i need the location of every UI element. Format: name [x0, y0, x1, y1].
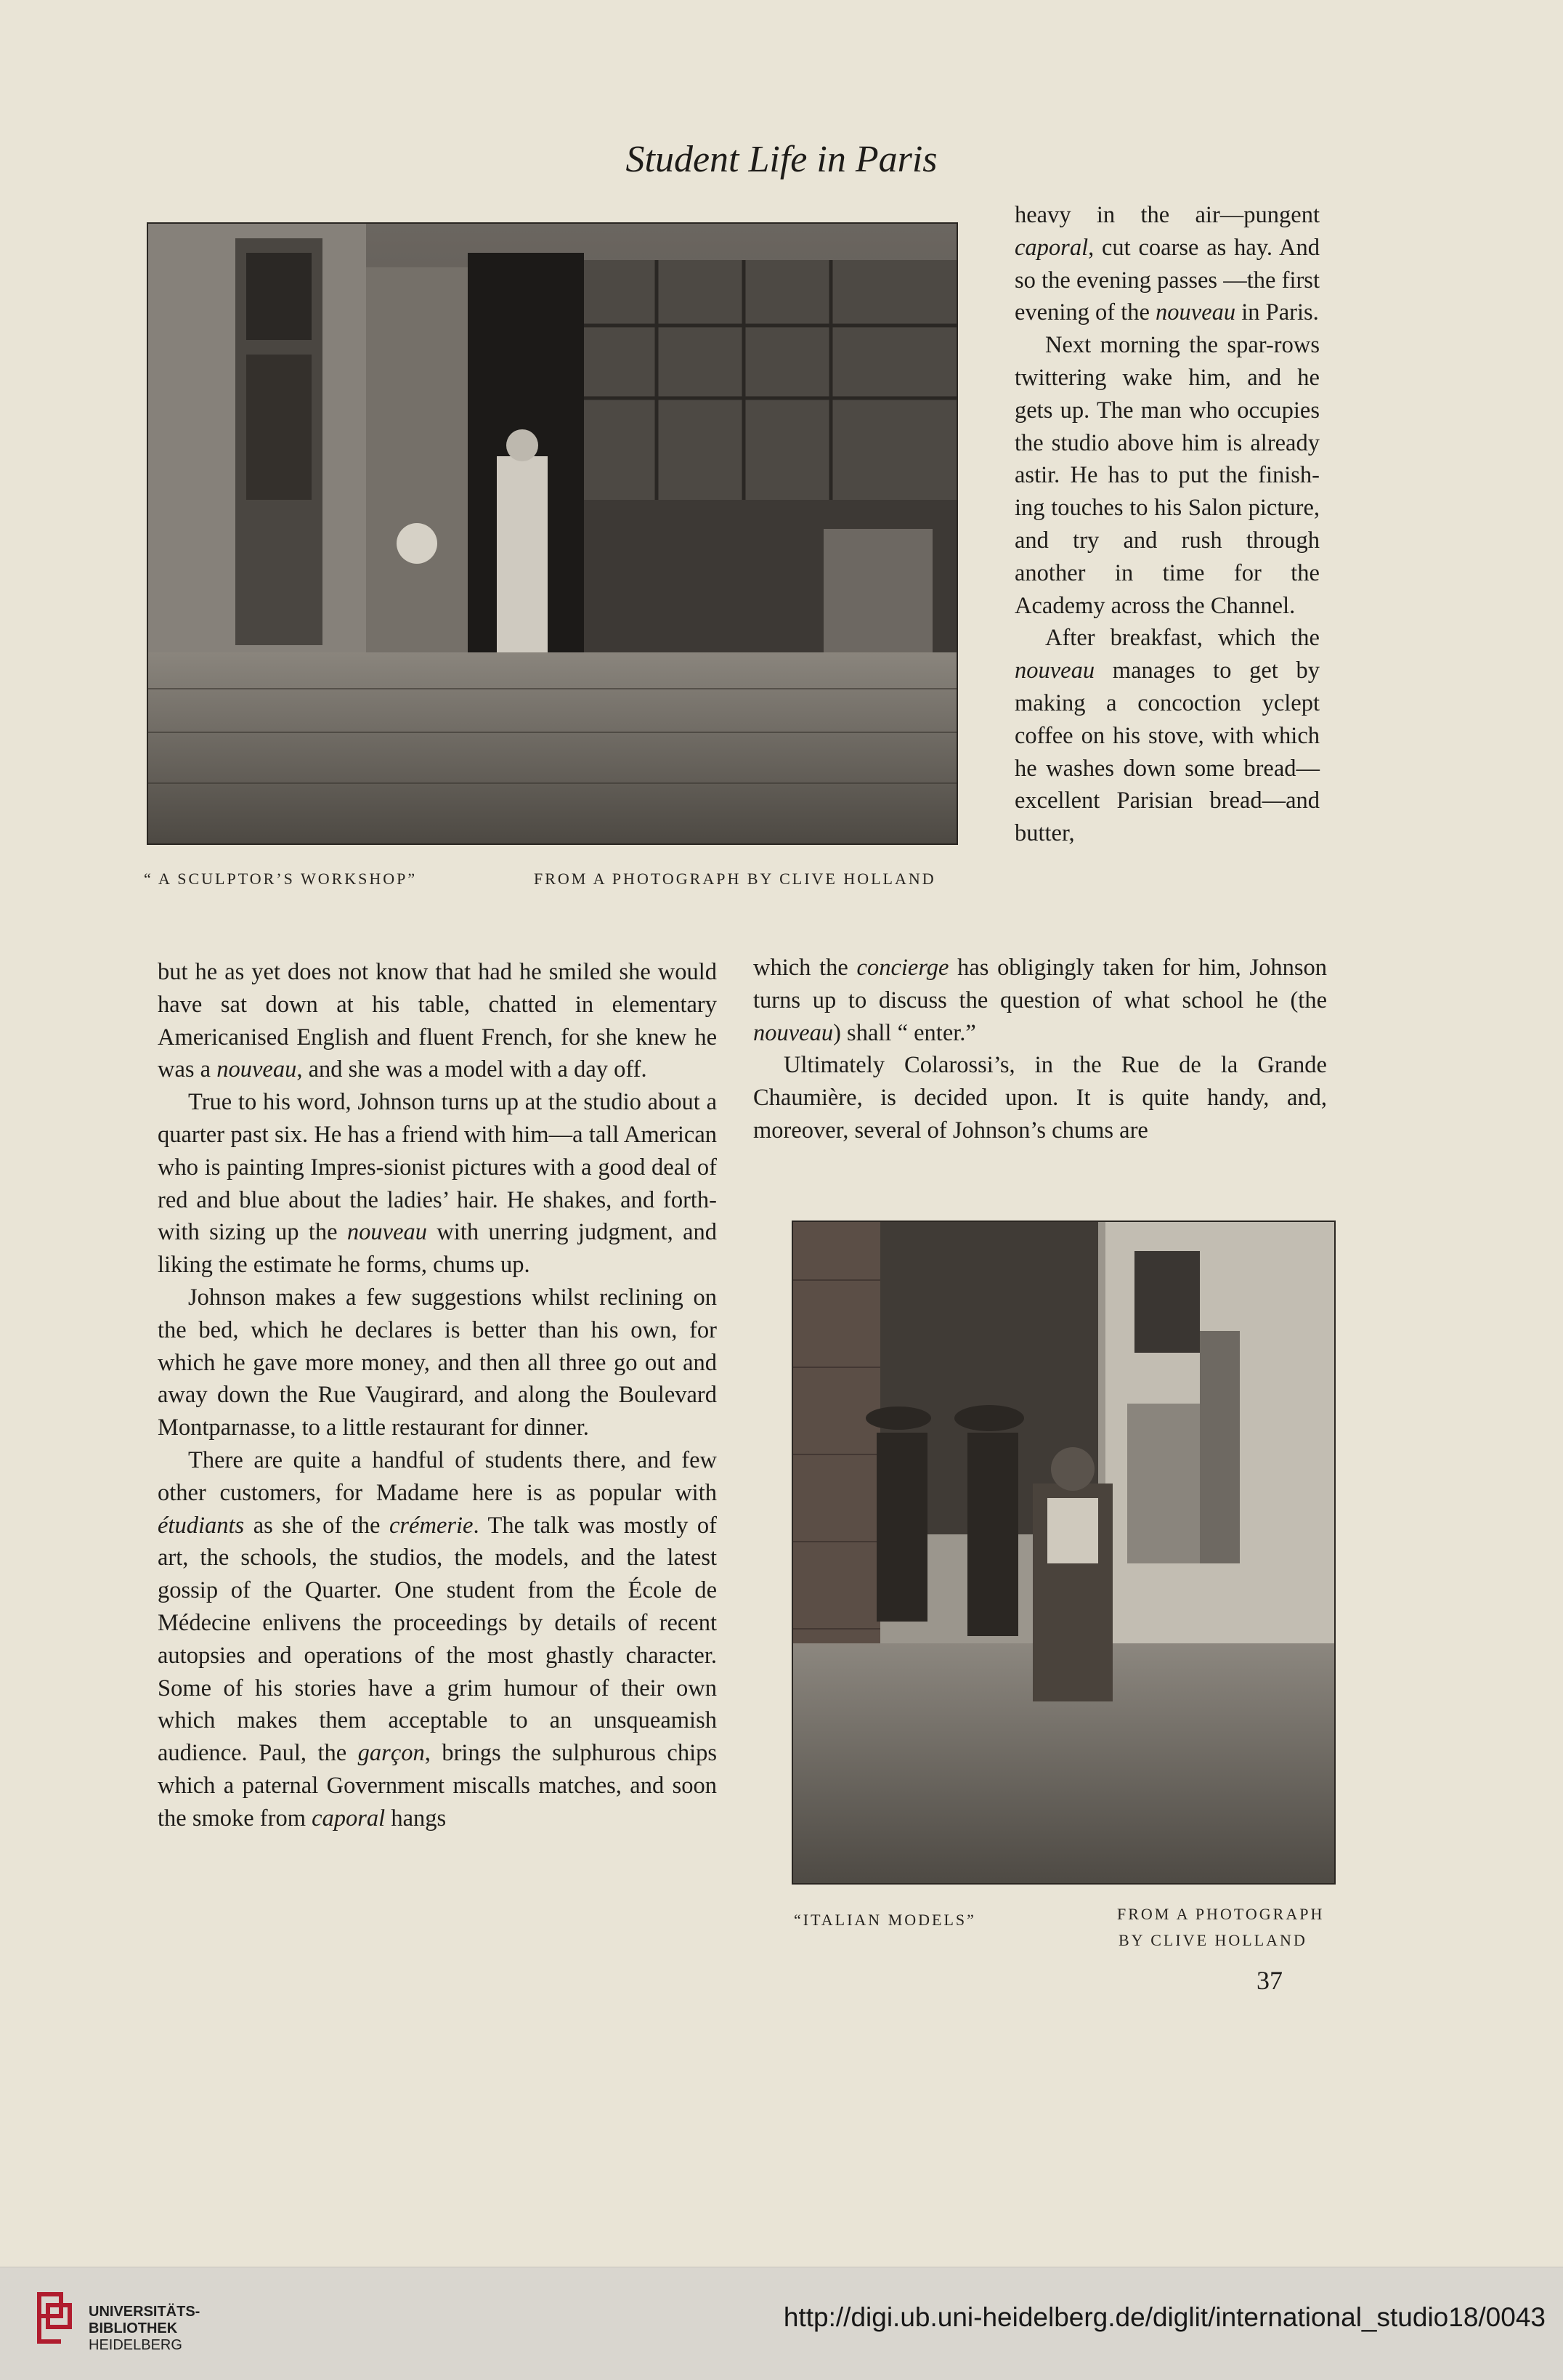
caption-italian-models: “ITALIAN MODELS” — [794, 1911, 976, 1929]
text-run: but he as yet does not know that had he smiled she would have sat down at his table, chatted in elementary Americanised English and fluent French, for she knew he was a — [158, 959, 717, 1083]
library-logo-icon[interactable] — [32, 2283, 80, 2350]
italic-term: caporal — [1015, 234, 1089, 261]
source-url[interactable]: http://digi.ub.uni-heidelberg.de/diglit/international_studio18/0043 — [783, 2302, 1546, 2332]
italic-term: nouveau — [346, 1219, 428, 1246]
right-column-top — [1015, 199, 1320, 850]
text-run: After breakfast, which the — [1045, 625, 1320, 652]
photo-sculptors-workshop — [147, 222, 958, 845]
text-run: manages to get by making a concoction yclept coffee on his stove, with which he washes down some bread—excellent Parisian bread—and butter, — [1015, 657, 1320, 847]
text-run: , and she was a model with a day off. — [296, 1056, 647, 1083]
running-head: Student Life in Paris — [625, 139, 938, 180]
text-run: , brings the sulphurous chips which a paternal Government miscalls matches, and soon the smoke from — [158, 1740, 717, 1831]
italic-term: crémerie — [389, 1512, 474, 1539]
italic-term: nouveau — [753, 1019, 834, 1046]
text-run: , cut coarse as hay. And so the evening passes —the first evening of the — [1015, 234, 1320, 326]
workshop-photo-drawing — [148, 224, 957, 843]
text-run: True to his word, Johnson turns up at the studio about a quarter past six. He has a friend with him—a tall American who is painting Impres-sionist pictures with a good deal of red and blue about the ladies’ hair. He shakes, and forth-with sizing up the — [158, 1089, 717, 1246]
credit-italian-models-line1: FROM A PHOTOGRAPH — [1117, 1905, 1325, 1923]
text-run: heavy in the air—pungent — [1015, 202, 1320, 228]
text-run: with unerring judgment, and liking the estimate he forms, chums up. — [158, 1219, 717, 1279]
library-name-line: UNIVERSITÄTS- — [89, 2304, 200, 2320]
paragraph: Next morning the spar-rows twittering wake him, and he gets up. The man who occupies the studio above him is already astir. He has to put the finish-ing touches to his Salon picture, and try and rush through another in time for the Academy across the Channel. — [1015, 332, 1320, 619]
library-name-line: BIBLIOTHEK — [89, 2320, 178, 2336]
library-name — [89, 2304, 200, 2354]
page-number: 37 — [1257, 1966, 1283, 1995]
text-run: as she of the — [244, 1512, 381, 1539]
caption-sculptors-workshop: “ A SCULPTOR’S WORKSHOP” — [144, 870, 418, 888]
text-run: There are quite a handful of students there, and few other customers, for Madame here is as popular with — [158, 1446, 717, 1506]
right-column-middle — [753, 952, 1327, 1147]
left-column — [158, 956, 717, 1835]
italic-term: nouveau — [216, 1056, 297, 1083]
italic-term: concierge — [856, 955, 949, 981]
credit-italian-models-line2: BY CLIVE HOLLAND — [1119, 1931, 1307, 1949]
text-run: hangs — [385, 1805, 447, 1831]
italic-term: caporal — [312, 1805, 386, 1831]
text-run: ) shall “ enter.” — [833, 1019, 976, 1046]
italic-term: garçon — [357, 1740, 425, 1767]
paragraph: Johnson makes a few suggestions whilst reclining on the bed, which he declares is better than his own, for which he gave more money, and then all three go out and away down the Rue Vaugirard, and along the Boulevard Montparnasse, to a little restaurant for dinner. — [158, 1284, 717, 1441]
text-run: . The talk was mostly of art, the schools, the studios, the models, and the latest gossip of the Quarter. One student from the École de Médecine enlivens the proceedings by details of recent autopsies and operations of the most ghastly character. Some of his stories have a grim humour of their own which makes them acceptable to an unsqueamish audience. Paul, the — [158, 1512, 718, 1767]
credit-sculptors-workshop: FROM A PHOTOGRAPH BY CLIVE HOLLAND — [534, 870, 936, 888]
italic-term: nouveau — [1015, 657, 1095, 684]
italian-models-photo-drawing — [793, 1222, 1334, 1883]
italic-term: étudiants — [158, 1512, 245, 1539]
photo-italian-models — [792, 1221, 1336, 1885]
library-name-line: HEIDELBERG — [89, 2337, 182, 2353]
paragraph: Ultimately Colarossi’s, in the Rue de la Grande Chaumière, is decided upon. It is quite handy, and, moreover, several of Johnson’s chums are — [753, 1052, 1327, 1144]
text-run: has obligingly taken for him, Johnson turns up to discuss the question of what school he (the — [753, 955, 1327, 1013]
text-run: which the — [753, 955, 848, 981]
footer-bar — [0, 2267, 1563, 2380]
italic-term: nouveau — [1156, 299, 1236, 326]
text-run: in Paris. — [1235, 299, 1319, 326]
